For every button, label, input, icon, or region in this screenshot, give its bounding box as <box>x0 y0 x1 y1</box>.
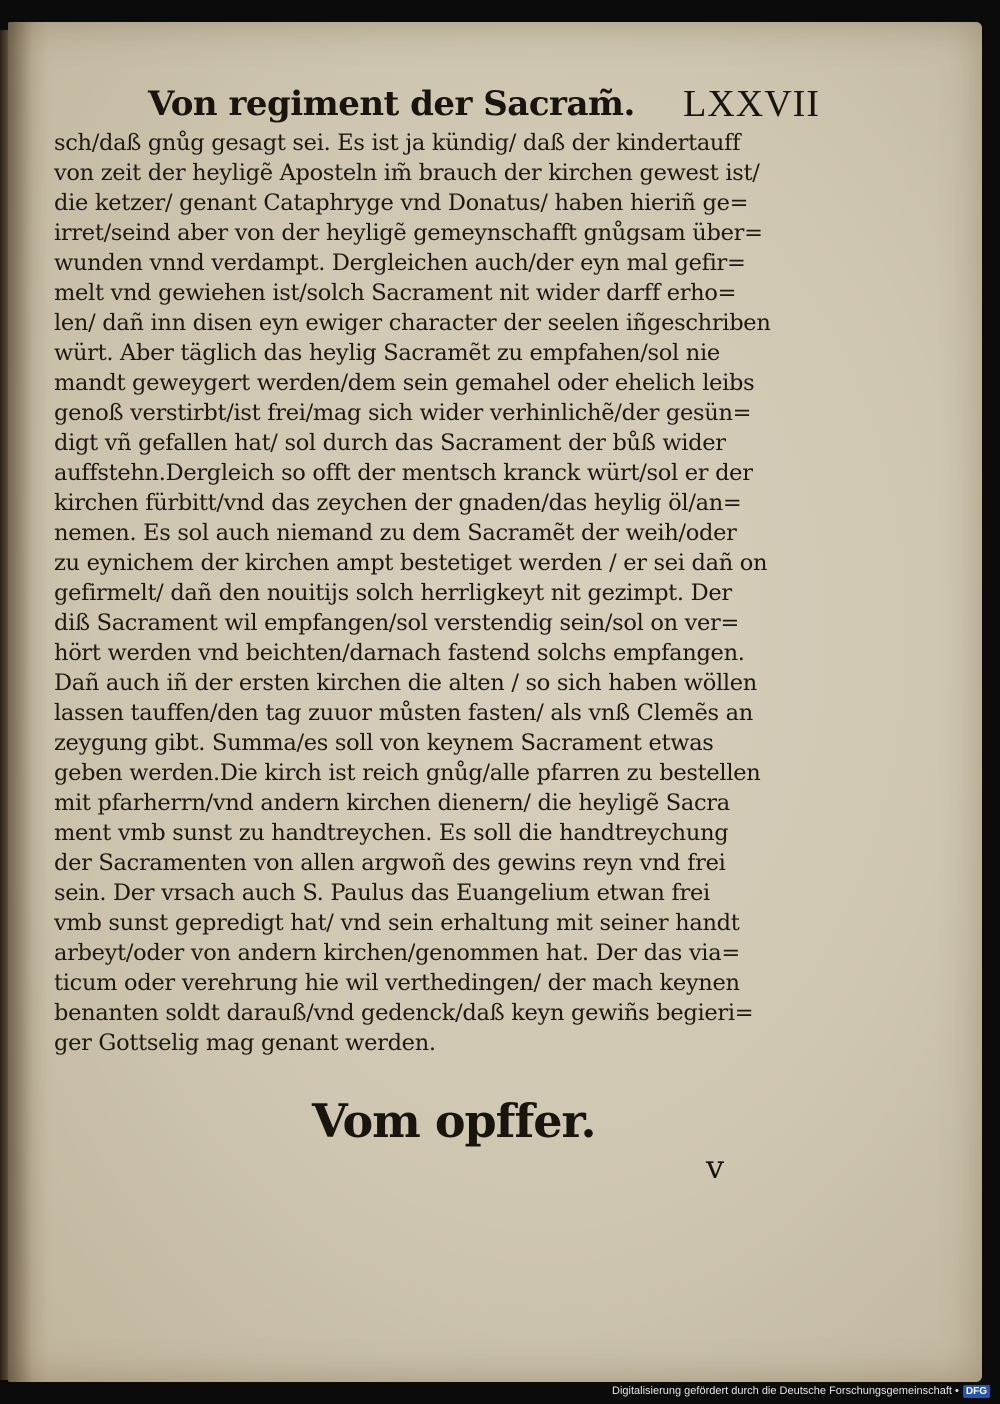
text-line: die ketzer/ genant Cataphryge vnd Donatus/ haben hieriñ ge= <box>54 190 749 216</box>
section-heading: Vom opffer. <box>312 1094 596 1148</box>
text-line: geben werden.Die kirch ist reich gnůg/alle pfarren zu bestellen <box>54 760 761 786</box>
text-line: ger Gottselig mag genant werden. <box>54 1030 436 1056</box>
dfg-logo: DFG <box>963 1385 990 1398</box>
text-line: digt vñ gefallen hat/ sol durch das Sacrament der bůß wider <box>54 430 726 456</box>
text-line: genoß verstirbt/ist frei/mag sich wider verhinlichẽ/der gesün= <box>54 400 752 426</box>
text-line: arbeyt/oder von andern kirchen/genommen hat. Der das via= <box>54 940 740 966</box>
text-line: mandt geweygert werden/dem sein gemahel oder ehelich leibs <box>54 370 755 396</box>
text-line: ticum oder verehrung hie wil verthedingen/ der mach keynen <box>54 970 740 996</box>
text-line: Dañ auch iñ der ersten kirchen die alten / so sich haben wöllen <box>54 670 757 696</box>
text-line: benanten soldt darauß/vnd gedenck/daß keyn gewiñs begieri= <box>54 1000 754 1026</box>
text-line: irret/seind aber von der heyligẽ gemeynschafft gnůgsam über= <box>54 220 763 246</box>
folio-number: LXXVII <box>683 83 820 125</box>
text-line: gefirmelt/ dañ den nouitijs solch herrligkeyt nit gezimpt. Der <box>54 580 732 606</box>
text-line: auffstehn.Dergleich so offt der mentsch kranck würt/sol er der <box>54 460 753 486</box>
body-text <box>54 128 814 1058</box>
digitization-credit <box>612 1382 990 1400</box>
text-line: lassen tauffen/den tag zuuor můsten fasten/ als vnß Clemẽs an <box>54 700 753 726</box>
text-line: würt. Aber täglich das heylig Sacramẽt zu empfahen/sol nie <box>54 340 720 366</box>
text-line: der Sacramenten von allen argwoñ des gewins reyn vnd frei <box>54 850 726 876</box>
text-line: sein. Der vrsach auch S. Paulus das Euangelium etwan frei <box>54 880 710 906</box>
running-head-title: Von regiment der Sacram̃. <box>148 84 635 124</box>
text-line: mit pfarherrn/vnd andern kirchen dienern/ die heyligẽ Sacra <box>54 790 730 816</box>
text-line: hört werden vnd beichten/darnach fastend solchs empfangen. <box>54 640 745 666</box>
text-line: zeygung gibt. Summa/es soll von keynem Sacrament etwas <box>54 730 714 756</box>
text-line: diß Sacrament wil empfangen/sol verstendig sein/sol on ver= <box>54 610 740 636</box>
text-line: sch/daß gnůg gesagt sei. Es ist ja kündig/ daß der kindertauff <box>54 130 741 156</box>
text-line: von zeit der heyligẽ Aposteln im̃ brauch der kirchen gewest ist/ <box>54 160 760 186</box>
text-line: kirchen fürbitt/vnd das zeychen der gnaden/das heylig öl/an= <box>54 490 742 516</box>
text-line: ment vmb sunst zu handtreychen. Es soll die handtreychung <box>54 820 729 846</box>
text-line: zu eynichem der kirchen ampt bestetiget werden / er sei dañ on <box>54 550 768 576</box>
credit-text: Digitalisierung gefördert durch die Deutsche Forschungsgemeinschaft • <box>612 1385 959 1397</box>
page-gutter-shadow <box>8 22 48 1382</box>
text-line: melt vnd gewiehen ist/solch Sacrament nit wider darff erho= <box>54 280 737 306</box>
text-line: wunden vnnd verdampt. Dergleichen auch/der eyn mal gefir= <box>54 250 746 276</box>
signature-mark: v <box>706 1148 725 1186</box>
text-line: nemen. Es sol auch niemand zu dem Sacramẽt der weih/oder <box>54 520 737 546</box>
text-line: len/ dañ inn disen eyn ewiger character der seelen iñgeschriben <box>54 310 771 336</box>
text-line: vmb sunst gepredigt hat/ vnd sein erhaltung mit seiner handt <box>54 910 740 936</box>
running-head <box>148 78 820 130</box>
